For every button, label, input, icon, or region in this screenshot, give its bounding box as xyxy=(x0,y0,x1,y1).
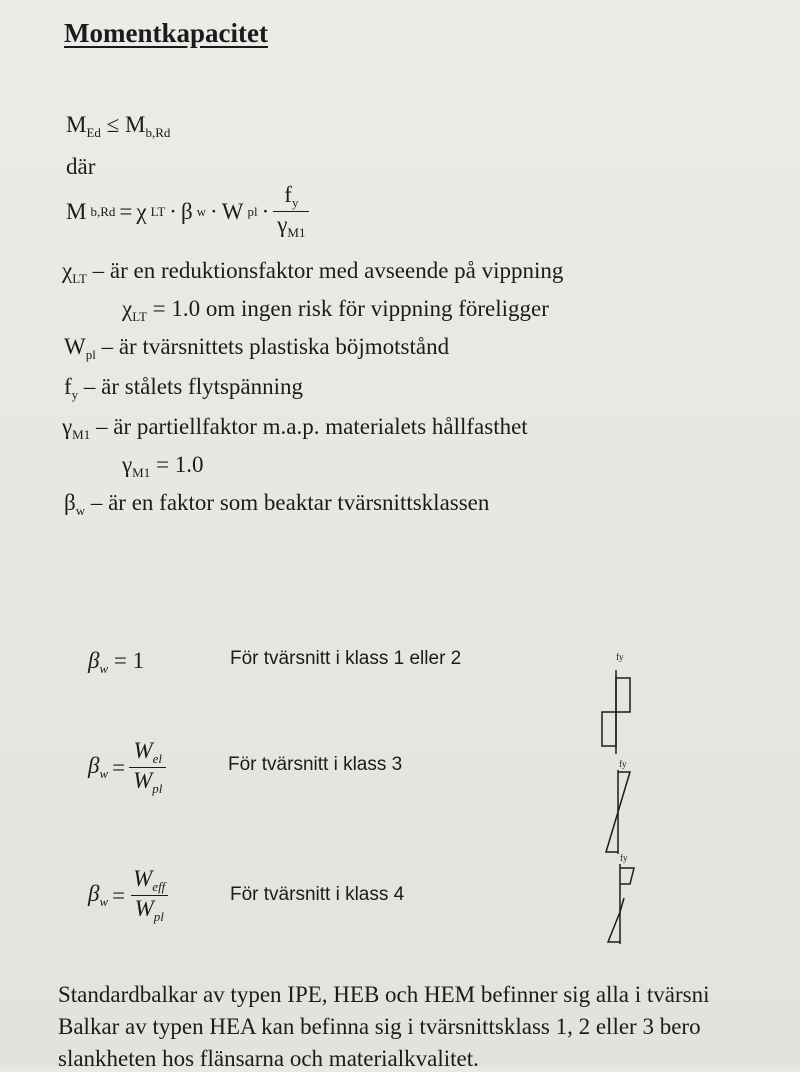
definition-gamma-m1-value: $\gamma_{M1} = 1.0$ xyxy=(122,452,204,480)
definition-wpl: $W_{pl}$ – är tvärsnittets plastiska böjmotstånd xyxy=(64,334,450,362)
moment-capacity-formula: M b,Rd = χ LT · β w · W pl · $\frac{f_y}{\gamma_{M1}}$ xyxy=(66,182,309,241)
beta-class-4-formula: $\beta_w$ = $\frac{W_{eff}}{W_{pl}}$ xyxy=(88,866,169,925)
bottom-paragraph-line-3: slankheten hos flänsarna och materialkvalitet. xyxy=(58,1046,479,1071)
beta-class-1-2-formula: $\beta_w = 1$ xyxy=(88,648,145,676)
class-4-description: För tvärsnitt i klass 4 xyxy=(230,884,405,905)
elastic-stress-diagram xyxy=(598,768,638,858)
definition-fy: $f_y$ – är stålets flytspänning xyxy=(64,374,304,402)
plastic-stress-diagram xyxy=(596,664,642,756)
definition-gamma-m1: $\gamma_{M1}$ – är partiellfaktor m.a.p. materialets hållfasthet xyxy=(62,414,528,442)
fy-label-1: fy xyxy=(616,652,624,662)
condition-formula: $M_{Ed} \le M_{b,Rd}$ xyxy=(66,112,171,140)
class-3-description: För tvärsnitt i klass 3 xyxy=(228,754,403,775)
beta-class-3-formula: $\beta_w$ = $\frac{W_{el}}{W_{pl}}$ xyxy=(88,738,166,797)
dar-label: där xyxy=(66,154,96,179)
fy-label-3: fy xyxy=(620,853,628,863)
definition-beta-w: $\beta_w$ – är en faktor som beaktar tvärsnittsklassen xyxy=(64,490,490,518)
class-1-2-description: För tvärsnitt i klass 1 eller 2 xyxy=(230,648,462,669)
wel-over-wpl-fraction: $\frac{W_{el}}{W_{pl}}$ xyxy=(129,738,166,797)
fy-label-2: fy xyxy=(619,759,627,769)
page-title: Momentkapacitet xyxy=(64,18,268,48)
weff-over-wpl-fraction: $\frac{W_{eff}}{W_{pl}}$ xyxy=(129,866,169,925)
effective-stress-diagram xyxy=(600,862,640,948)
bottom-paragraph-line-1: Standardbalkar av typen IPE, HEB och HEM befinner sig alla i tvärsni xyxy=(58,982,710,1007)
definition-chi-lt: $\chi_{LT}$ – är en reduktionsfaktor med avseende på vippning xyxy=(62,258,564,286)
bottom-paragraph-line-2: Balkar av typen HEA kan befinna sig i tvärsnittsklass 1, 2 eller 3 bero xyxy=(58,1014,701,1039)
definition-chi-lt-value: $\chi_{LT} = 1.0$ om ingen risk för vippning föreligger xyxy=(122,296,549,324)
fy-over-gamma-fraction: $\frac{f_y}{\gamma_{M1}}$ xyxy=(273,182,309,241)
